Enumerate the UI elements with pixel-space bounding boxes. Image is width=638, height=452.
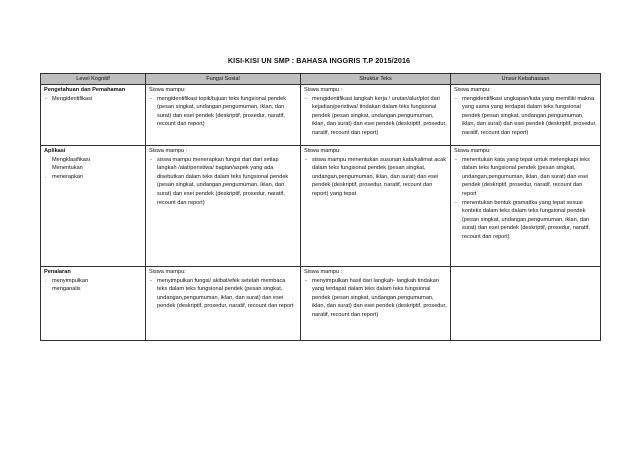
unsur-cell	[451, 146, 601, 267]
kisi-kisi-table	[40, 73, 601, 341]
cell-item: - menyimpulkan hasil dari langkah- langkah tindakan yang terdapat dalam teks dalam teks fungsional pendek (pesan singkat, undangan,pengumuman, iklan, dan surat) dan esei pendek (deskriptif, prosedur, naratif, recount dan report)	[304, 277, 447, 320]
cell-item: - menyimpulkan fungsi/ akibat/efek setelah membaca teks dalam teks fungsional pendek (pesan singkat, undangan,pengumuman, iklan, dan surat) dan esei pendek (deskriptif, prosedur, naratif, recount dan report	[149, 277, 297, 311]
level-cell	[41, 85, 146, 146]
level-title: Pengetahuan dan Pemahaman	[44, 87, 126, 93]
cell-intro: Siswa mampu :	[149, 148, 188, 154]
struktur-cell	[301, 267, 451, 341]
level-cell	[41, 267, 146, 341]
cell-item: - siswa mampu menerapkan fungsi dari dari setiap langkah /alat/peristiwa/ bagian/aspek yang ada disebutkan dalam teks dalam teks fungsional pendek (pesan singkat, undangan,pengumuman, iklan, dan surat) dan esei pendek (deskriptif, prosedur, naratif, recount dan report)	[149, 156, 297, 208]
level-item: Mengklasifikasi	[52, 156, 90, 163]
unsur-cell	[451, 85, 601, 146]
cell-item: - menentukan kata yang tepat untuk melengkapi teks dalam teks fungsional pendek (pesan singkat, undangan,pengumuman, iklan, dan surat) dan esei pendek (deskriptif, prosedur, naratif, recount dan report	[454, 156, 597, 199]
bullet-dot: .	[45, 173, 47, 180]
level-item: . menerapkan	[45, 173, 84, 180]
level-cell	[41, 146, 146, 267]
unsur-cell	[451, 267, 601, 341]
header-struktur-teks: Struktur Teks	[301, 74, 451, 85]
fungsi-cell	[146, 146, 301, 267]
bullet-dot: .	[45, 277, 47, 284]
cell-intro: Siswa mampu:	[149, 87, 186, 93]
table-row	[41, 267, 601, 341]
cell-intro: Siswa mampu :	[304, 87, 343, 93]
cell-intro: Siswa mampu:	[149, 269, 186, 275]
cell-item: - menentukan bentuk gramatika yang tepat sesuai konteks dalam teks dalam teks fungsional pendek (pesan singkat, undangan,pengumuman, iklan, dan surat) dan esei pendek (deskriptif, prosedur, naratif, recount dan report)	[454, 199, 597, 242]
header-unsur-kebahasaan: Unsur Kebahasaan	[451, 74, 601, 85]
header-row	[41, 74, 601, 85]
document-title: KISI-KISI UN SMP : BAHASA INGGRIS T.P 2015/2016	[227, 56, 411, 65]
struktur-cell	[301, 85, 451, 146]
cell-intro: Siswa mampu:	[304, 148, 341, 154]
level-item: . menyimpulkan	[45, 277, 89, 284]
fungsi-cell	[146, 267, 301, 341]
struktur-cell	[301, 146, 451, 267]
level-title: Penalaran	[44, 269, 71, 275]
level-item: - Mengidentifikasi	[44, 95, 142, 104]
level-item: Menentukan	[52, 165, 83, 172]
cell-intro: Siswa mampu:	[454, 87, 491, 93]
cell-intro: Siswa mampu:	[454, 148, 491, 154]
cell-item: - mengidentifikasi ungkapan/kata yang memiliki makna yang sama yang terdapat dalam teks fungsional pendek (pesan singkat, undangan,pengumuman, iklan, dan surat) dan esei pendek (deskriptif, prosedur, naratif, recount dan report)	[454, 95, 597, 138]
table-row	[41, 146, 601, 267]
fungsi-cell	[146, 85, 301, 146]
header-fungsi-sosial: Fungsi Sosial	[146, 74, 301, 85]
table-row	[41, 85, 601, 146]
cell-intro: Siswa mampu :	[304, 269, 343, 275]
header-level-kognitif: Level Kognitif	[41, 74, 146, 85]
cell-item: - mengidentifikasi topik/tujuan teks fungsional pendek (pesan singkat, undangan,pengumuman, iklan, dan surat) dan esei pendek (deskriptif, prosedur, naratif, recount dan report)	[149, 95, 297, 129]
level-item: menganalis	[52, 286, 81, 293]
cell-item: - mengidentifikasi langkah kerja / urutan/alur/plot dari kejadian/peristiwa/ tindakan dalam teks fungsional pendek (pesan singkat, undangan,pengumuman, iklan, dan surat) dan esei pendek (deskriptif, prosedur, naratif, recount dan report)	[304, 95, 447, 138]
level-title: Aplikasi	[44, 148, 66, 154]
cell-item: - siswa mampu menentukan susunan kata/kalimat acak dalam teks fungsional pendek (pesan singkat, undangan,pengumuman, iklan, dan surat) dan esei pendek (deskriptif, prosedur, naratif, recount dan report) yang tepat	[304, 156, 447, 199]
